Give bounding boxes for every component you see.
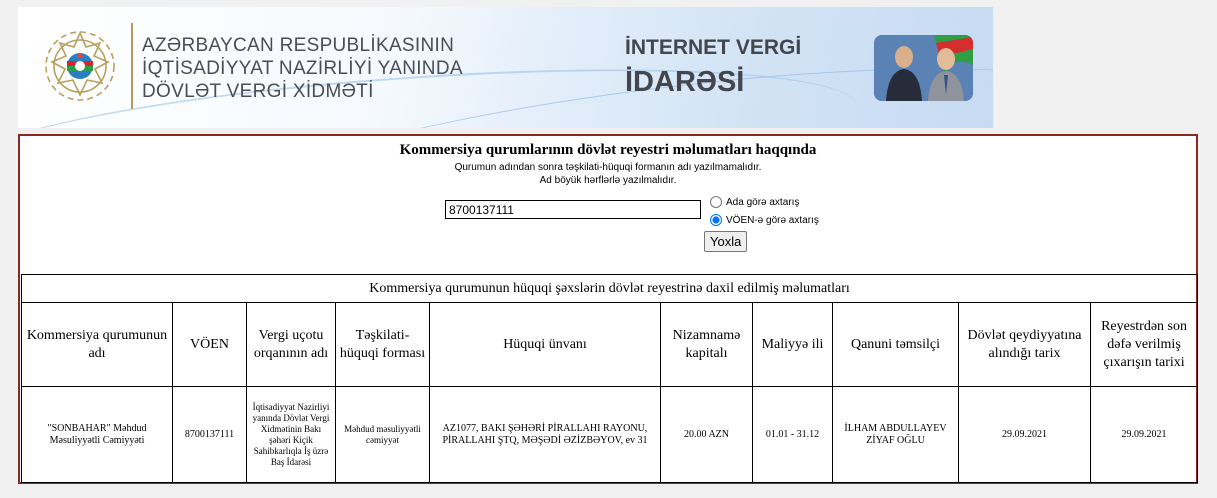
- leaders-photo: [874, 35, 973, 101]
- search-hint: Qurumun adından sonra təşkilati-hüquqi formanın adı yazılmamalıdır.: [454, 162, 762, 173]
- portal-title-line2: İDARƏSİ: [625, 66, 745, 98]
- representative-cell: İLHAM ABDULLAYEV ZİYAF OĞLU: [833, 387, 959, 483]
- column-header: Təşkilati-hüquqi forması: [336, 303, 430, 387]
- search-form: [20, 136, 1196, 274]
- address-cell: AZ1077, BAKI ŞƏHƏRİ PİRALLAHI RAYONU, PİRALLAHI ŞTQ, MƏŞƏDİ ƏZİZBƏYOV, ev 31: [430, 387, 661, 483]
- search-by-name-radio[interactable]: [710, 196, 722, 208]
- tax-office-cell: İqtisadiyyat Nazirliyi yanında Dövlət Vergi Xidmətinin Bakı şəhəri Kiçik Sahibkarlıqla İş üzrə Baş İdarəsi: [247, 387, 336, 483]
- ministry-line: AZƏRBAYCAN RESPUBLİKASININ: [142, 35, 455, 56]
- search-by-voen-option[interactable]: [708, 212, 819, 228]
- column-header: VÖEN: [173, 303, 247, 387]
- ministry-title: [142, 34, 463, 103]
- search-input[interactable]: [445, 200, 701, 219]
- ministry-line: DÖVLƏT VERGİ XİDMƏTİ: [142, 81, 374, 102]
- column-header: Dövlət qeydiyyatına alındığı tarix: [959, 303, 1091, 387]
- column-header: Vergi uçotu orqanının adı: [247, 303, 336, 387]
- registry-panel: [18, 134, 1198, 484]
- search-hint: Ad böyük hərflərlə yazılmalıdır.: [539, 175, 677, 186]
- fiscal-year-cell: 01.01 - 31.12: [753, 387, 833, 483]
- state-emblem-icon: [40, 23, 120, 109]
- search-by-name-option[interactable]: [708, 194, 799, 210]
- column-header: Qanuni təmsilçi: [833, 303, 959, 387]
- table-row: [22, 387, 1198, 483]
- portal-title-line1: İNTERNET VERGİ: [625, 36, 802, 59]
- column-header: Nizamnamə kapitalı: [661, 303, 753, 387]
- registration-date-cell: 29.09.2021: [959, 387, 1091, 483]
- search-by-name-label: Ada görə axtarış: [726, 196, 800, 208]
- column-header: Kommersiya qurumunun adı: [22, 303, 173, 387]
- banner-divider: [131, 23, 133, 109]
- extract-date-cell: 29.09.2021: [1091, 387, 1198, 483]
- page-title: Kommersiya qurumlarının dövlət reyestri məlumatları haqqında: [399, 142, 817, 158]
- company-name-cell: "SONBAHAR" Məhdud Məsuliyyətli Cəmiyyəti: [22, 387, 173, 483]
- column-header: Reyestrdən son dəfə verilmiş çıxarışın tarixi: [1091, 303, 1198, 387]
- portrait-image-icon: [874, 35, 973, 101]
- portal-title: [625, 35, 801, 101]
- search-by-voen-label: VÖEN-ə görə axtarış: [726, 214, 819, 226]
- column-header: Hüquqi ünvanı: [430, 303, 661, 387]
- column-header: Maliyyə ili: [753, 303, 833, 387]
- voen-cell: 8700137111: [173, 387, 247, 483]
- capital-cell: 20.00 AZN: [661, 387, 753, 483]
- legal-form-cell: Məhdud məsuliyyətli cəmiyyət: [336, 387, 430, 483]
- check-button[interactable]: Yoxla: [704, 231, 747, 252]
- results-table: [21, 274, 1198, 483]
- header-banner: [18, 7, 993, 128]
- search-by-voen-radio[interactable]: [710, 214, 722, 226]
- ministry-line: İQTİSADİYYAT NAZİRLİYİ YANINDA: [142, 58, 463, 79]
- results-caption: Kommersiya qurumunun hüquqi şəxslərin dövlət reyestrinə daxil edilmiş məlumatları: [22, 275, 1198, 303]
